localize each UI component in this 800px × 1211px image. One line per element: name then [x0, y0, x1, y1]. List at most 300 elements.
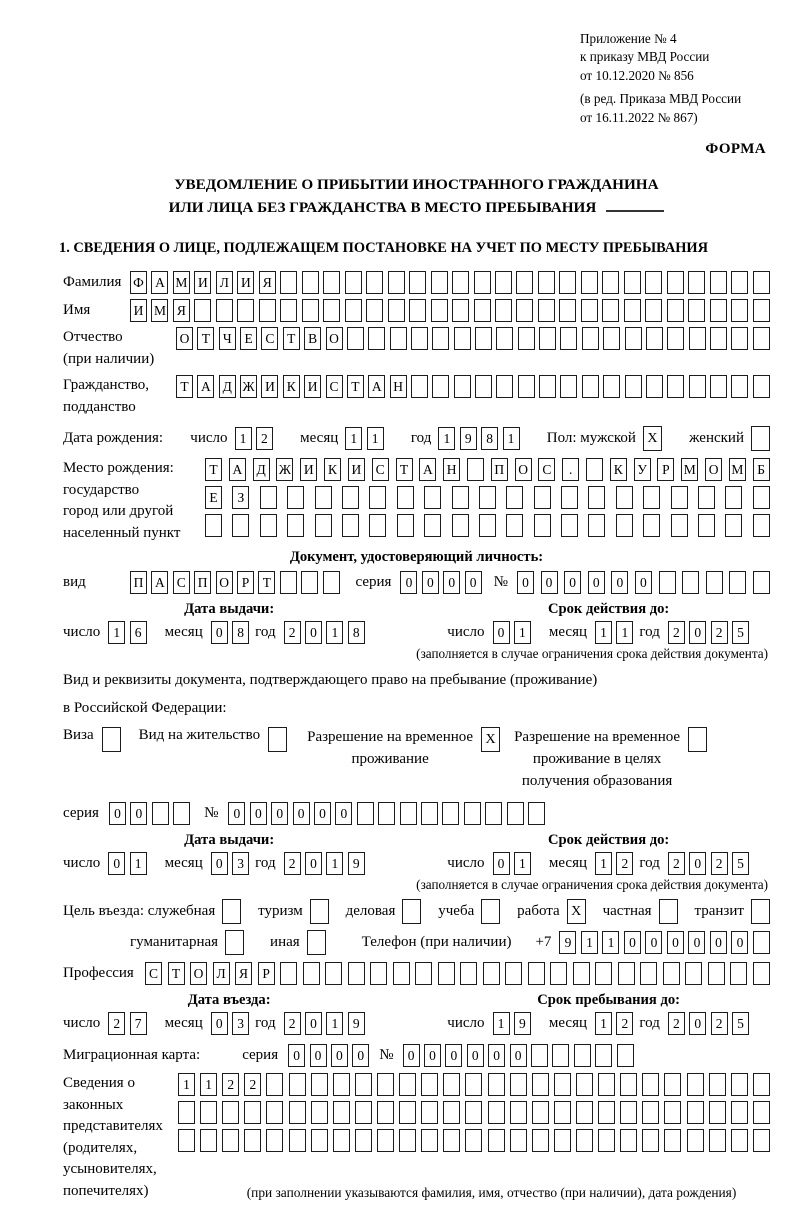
char-box[interactable]	[464, 802, 481, 825]
char-box[interactable]	[671, 486, 688, 509]
char-box[interactable]	[687, 1129, 704, 1152]
char-box[interactable]: В	[304, 327, 321, 350]
char-box[interactable]: 2	[711, 1012, 728, 1035]
char-box[interactable]	[554, 1073, 571, 1096]
char-box[interactable]	[474, 271, 491, 294]
char-box[interactable]	[232, 514, 249, 537]
char-box[interactable]: М	[173, 271, 190, 294]
char-box[interactable]	[479, 514, 496, 537]
char-box[interactable]	[333, 1129, 350, 1152]
char-box[interactable]	[539, 375, 556, 398]
char-box[interactable]: 0	[510, 1044, 527, 1067]
char-box[interactable]	[646, 327, 663, 350]
char-box[interactable]	[730, 962, 747, 985]
char-box[interactable]: 2	[668, 852, 685, 875]
char-box[interactable]: Ж	[240, 375, 257, 398]
char-box[interactable]: 0	[352, 1044, 369, 1067]
char-box[interactable]	[659, 571, 676, 594]
char-box[interactable]	[687, 1073, 704, 1096]
char-box[interactable]	[688, 271, 705, 294]
char-box[interactable]: 1	[514, 852, 531, 875]
char-box[interactable]: 1	[130, 852, 147, 875]
char-box[interactable]	[483, 962, 500, 985]
char-box[interactable]	[664, 1073, 681, 1096]
char-box[interactable]	[729, 571, 746, 594]
char-box[interactable]: С	[261, 327, 278, 350]
char-box[interactable]: С	[173, 571, 190, 594]
char-box[interactable]	[710, 271, 727, 294]
char-box[interactable]	[411, 375, 428, 398]
char-box[interactable]	[642, 1101, 659, 1124]
char-box[interactable]	[452, 486, 469, 509]
char-box[interactable]	[481, 899, 500, 924]
char-box[interactable]: 0	[689, 852, 706, 875]
char-box[interactable]	[603, 375, 620, 398]
char-box[interactable]	[559, 299, 576, 322]
char-box[interactable]: 0	[465, 571, 482, 594]
char-box[interactable]	[598, 1073, 615, 1096]
char-box[interactable]	[643, 486, 660, 509]
char-box[interactable]: П	[194, 571, 211, 594]
char-box[interactable]	[581, 271, 598, 294]
char-box[interactable]	[561, 514, 578, 537]
char-box[interactable]	[510, 1129, 527, 1152]
char-box[interactable]	[753, 1129, 770, 1152]
char-box[interactable]	[731, 375, 748, 398]
char-box[interactable]: 9	[348, 852, 365, 875]
char-box[interactable]: С	[538, 458, 555, 481]
char-box[interactable]	[602, 271, 619, 294]
char-box[interactable]: 5	[732, 621, 749, 644]
char-box[interactable]: М	[151, 299, 168, 322]
char-box[interactable]	[645, 271, 662, 294]
char-box[interactable]: 0	[211, 1012, 228, 1035]
char-box[interactable]	[617, 1044, 634, 1067]
char-box[interactable]	[268, 727, 287, 752]
char-box[interactable]	[598, 1101, 615, 1124]
char-box[interactable]: 1	[178, 1073, 195, 1096]
char-box[interactable]	[625, 327, 642, 350]
char-box[interactable]	[552, 1044, 569, 1067]
char-box[interactable]	[685, 962, 702, 985]
char-box[interactable]: 0	[305, 621, 322, 644]
char-box[interactable]	[102, 727, 121, 752]
char-box[interactable]	[518, 327, 535, 350]
char-box[interactable]	[409, 271, 426, 294]
char-box[interactable]: С	[326, 375, 343, 398]
char-box[interactable]: 1	[595, 621, 612, 644]
char-box[interactable]	[366, 299, 383, 322]
char-box[interactable]	[620, 1073, 637, 1096]
char-box[interactable]	[287, 486, 304, 509]
char-box[interactable]	[152, 802, 169, 825]
char-box[interactable]: 2	[711, 621, 728, 644]
char-box[interactable]	[689, 327, 706, 350]
char-box[interactable]	[731, 1073, 748, 1096]
char-box[interactable]	[725, 486, 742, 509]
char-box[interactable]	[510, 1073, 527, 1096]
char-box[interactable]	[709, 1101, 726, 1124]
char-box[interactable]: Т	[205, 458, 222, 481]
char-box[interactable]	[325, 962, 342, 985]
char-box[interactable]: 0	[400, 571, 417, 594]
char-box[interactable]	[534, 514, 551, 537]
char-box[interactable]: 0	[211, 621, 228, 644]
char-box[interactable]: 1	[503, 427, 520, 450]
char-box[interactable]: О	[515, 458, 532, 481]
char-box[interactable]: 0	[689, 1012, 706, 1035]
char-box[interactable]: 2	[668, 621, 685, 644]
char-box[interactable]	[390, 327, 407, 350]
char-box[interactable]	[751, 899, 770, 924]
char-box[interactable]: 0	[564, 571, 581, 594]
char-box[interactable]: 0	[293, 802, 310, 825]
char-box[interactable]	[397, 486, 414, 509]
char-box[interactable]: 3	[232, 1012, 249, 1035]
char-box[interactable]: 1	[581, 931, 598, 954]
char-box[interactable]	[625, 375, 642, 398]
char-box[interactable]: К	[283, 375, 300, 398]
char-box[interactable]: 0	[109, 802, 126, 825]
char-box[interactable]: Т	[396, 458, 413, 481]
char-box[interactable]: Е	[205, 486, 222, 509]
char-box[interactable]	[753, 299, 770, 322]
char-box[interactable]: 1	[200, 1073, 217, 1096]
char-box[interactable]	[753, 962, 770, 985]
char-box[interactable]	[323, 299, 340, 322]
char-box[interactable]	[216, 299, 233, 322]
char-box[interactable]	[409, 299, 426, 322]
char-box[interactable]: 0	[314, 802, 331, 825]
char-box[interactable]: 1	[514, 621, 531, 644]
char-box[interactable]: М	[729, 458, 746, 481]
char-box[interactable]	[496, 375, 513, 398]
char-box[interactable]: 0	[310, 1044, 327, 1067]
char-box[interactable]	[554, 1129, 571, 1152]
char-box[interactable]: Т	[176, 375, 193, 398]
char-box[interactable]	[560, 327, 577, 350]
char-box[interactable]	[345, 299, 362, 322]
char-box[interactable]	[467, 458, 484, 481]
char-box[interactable]	[369, 486, 386, 509]
char-box[interactable]	[465, 1101, 482, 1124]
char-box[interactable]: А	[151, 571, 168, 594]
char-box[interactable]	[280, 571, 297, 594]
char-box[interactable]	[528, 962, 545, 985]
char-box[interactable]	[518, 375, 535, 398]
char-box[interactable]	[753, 1101, 770, 1124]
char-box[interactable]: И	[130, 299, 147, 322]
char-box[interactable]: 0	[645, 931, 662, 954]
char-box[interactable]: 0	[288, 1044, 305, 1067]
char-box[interactable]	[311, 1129, 328, 1152]
char-box[interactable]	[560, 375, 577, 398]
char-box[interactable]: У	[634, 458, 651, 481]
char-box[interactable]	[421, 1129, 438, 1152]
char-box[interactable]: И	[300, 458, 317, 481]
char-box[interactable]	[708, 962, 725, 985]
char-box[interactable]	[495, 299, 512, 322]
char-box[interactable]	[646, 375, 663, 398]
char-box[interactable]	[266, 1101, 283, 1124]
char-box[interactable]: Т	[168, 962, 185, 985]
char-box[interactable]	[616, 514, 633, 537]
char-box[interactable]	[178, 1129, 195, 1152]
char-box[interactable]: 0	[424, 1044, 441, 1067]
char-box[interactable]: 1	[326, 852, 343, 875]
char-box[interactable]	[709, 1129, 726, 1152]
char-box[interactable]: 0	[667, 931, 684, 954]
char-box[interactable]	[559, 271, 576, 294]
char-box[interactable]: 2	[108, 1012, 125, 1035]
char-box[interactable]	[400, 802, 417, 825]
char-box[interactable]: 0	[331, 1044, 348, 1067]
char-box[interactable]: Р	[657, 458, 674, 481]
char-box[interactable]: Б	[753, 458, 770, 481]
char-box[interactable]	[688, 299, 705, 322]
char-box[interactable]	[347, 327, 364, 350]
char-box[interactable]	[173, 802, 190, 825]
char-box[interactable]: 1	[367, 427, 384, 450]
char-box[interactable]	[366, 271, 383, 294]
char-box[interactable]: Я	[173, 299, 190, 322]
char-box[interactable]	[431, 271, 448, 294]
char-box[interactable]	[323, 571, 340, 594]
char-box[interactable]	[506, 514, 523, 537]
char-box[interactable]	[550, 962, 567, 985]
char-box[interactable]	[642, 1073, 659, 1096]
char-box[interactable]	[620, 1129, 637, 1152]
char-box[interactable]	[465, 1129, 482, 1152]
char-box[interactable]: 0	[108, 852, 125, 875]
char-box[interactable]	[475, 375, 492, 398]
char-box[interactable]: 1	[108, 621, 125, 644]
char-box[interactable]	[595, 962, 612, 985]
char-box[interactable]	[687, 1101, 704, 1124]
char-box[interactable]	[200, 1101, 217, 1124]
char-box[interactable]	[411, 327, 428, 350]
char-box[interactable]: 0	[271, 802, 288, 825]
char-box[interactable]	[222, 1129, 239, 1152]
char-box[interactable]	[488, 1073, 505, 1096]
char-box[interactable]: З	[232, 486, 249, 509]
char-box[interactable]: 1	[493, 1012, 510, 1035]
char-box[interactable]	[507, 802, 524, 825]
char-box[interactable]: 2	[668, 1012, 685, 1035]
char-box[interactable]	[538, 299, 555, 322]
char-box[interactable]	[582, 375, 599, 398]
char-box[interactable]	[310, 899, 329, 924]
char-box[interactable]	[532, 1073, 549, 1096]
char-box[interactable]: 0	[688, 931, 705, 954]
char-box[interactable]	[303, 962, 320, 985]
char-box[interactable]	[573, 962, 590, 985]
char-box[interactable]	[731, 327, 748, 350]
char-box[interactable]: 0	[403, 1044, 420, 1067]
char-box[interactable]	[443, 1073, 460, 1096]
char-box[interactable]: 0	[305, 852, 322, 875]
char-box[interactable]: И	[304, 375, 321, 398]
char-box[interactable]	[342, 486, 359, 509]
char-box[interactable]	[388, 299, 405, 322]
char-box[interactable]	[369, 514, 386, 537]
char-box[interactable]	[753, 271, 770, 294]
char-box[interactable]	[475, 327, 492, 350]
char-box[interactable]	[388, 271, 405, 294]
char-box[interactable]	[532, 1129, 549, 1152]
char-box[interactable]	[731, 1129, 748, 1152]
char-box[interactable]	[323, 271, 340, 294]
char-box[interactable]: 8	[481, 427, 498, 450]
char-box[interactable]: А	[229, 458, 246, 481]
char-box[interactable]	[315, 486, 332, 509]
char-box[interactable]	[667, 327, 684, 350]
char-box[interactable]	[222, 1101, 239, 1124]
char-box[interactable]	[378, 802, 395, 825]
char-box[interactable]	[205, 514, 222, 537]
char-box[interactable]	[452, 299, 469, 322]
char-box[interactable]	[539, 327, 556, 350]
char-box[interactable]	[266, 1073, 283, 1096]
char-box[interactable]: 9	[559, 931, 576, 954]
char-box[interactable]	[616, 486, 633, 509]
char-box[interactable]	[225, 930, 244, 955]
char-box[interactable]	[307, 930, 326, 955]
char-box[interactable]: О	[705, 458, 722, 481]
char-box[interactable]	[664, 1101, 681, 1124]
char-box[interactable]: О	[326, 327, 343, 350]
char-box[interactable]: 0	[517, 571, 534, 594]
char-box[interactable]	[178, 1101, 195, 1124]
char-box[interactable]: А	[197, 375, 214, 398]
char-box[interactable]: 3	[232, 852, 249, 875]
char-box[interactable]	[645, 299, 662, 322]
char-box[interactable]	[505, 962, 522, 985]
char-box[interactable]	[377, 1101, 394, 1124]
char-box[interactable]	[576, 1129, 593, 1152]
char-box[interactable]	[397, 514, 414, 537]
char-box[interactable]	[709, 1073, 726, 1096]
char-box[interactable]	[333, 1101, 350, 1124]
char-box[interactable]	[348, 962, 365, 985]
char-box[interactable]	[357, 802, 374, 825]
char-box[interactable]	[528, 802, 545, 825]
char-box[interactable]	[640, 962, 657, 985]
char-box[interactable]	[588, 514, 605, 537]
char-box[interactable]	[506, 486, 523, 509]
char-box[interactable]	[302, 299, 319, 322]
char-box[interactable]	[438, 962, 455, 985]
char-box[interactable]	[301, 571, 318, 594]
char-box[interactable]: 1	[595, 852, 612, 875]
char-box[interactable]	[432, 375, 449, 398]
char-box[interactable]: 0	[443, 571, 460, 594]
char-box[interactable]: Д	[253, 458, 270, 481]
char-box[interactable]	[399, 1073, 416, 1096]
char-box[interactable]: 2	[284, 621, 301, 644]
char-box[interactable]	[667, 299, 684, 322]
char-box[interactable]	[516, 299, 533, 322]
char-box[interactable]: К	[610, 458, 627, 481]
char-box[interactable]: П	[491, 458, 508, 481]
char-box[interactable]: 2	[711, 852, 728, 875]
char-box[interactable]	[465, 1073, 482, 1096]
char-box[interactable]	[454, 375, 471, 398]
char-box[interactable]: 0	[689, 621, 706, 644]
char-box[interactable]	[598, 1129, 615, 1152]
char-box[interactable]	[442, 802, 459, 825]
char-box[interactable]	[260, 514, 277, 537]
char-box[interactable]: 0	[130, 802, 147, 825]
char-box[interactable]: 1	[438, 427, 455, 450]
char-box[interactable]	[602, 299, 619, 322]
char-box[interactable]: Е	[240, 327, 257, 350]
char-box[interactable]: 0	[467, 1044, 484, 1067]
char-box[interactable]	[424, 486, 441, 509]
char-box[interactable]	[574, 1044, 591, 1067]
char-box[interactable]: 5	[732, 852, 749, 875]
char-box[interactable]	[538, 271, 555, 294]
char-box[interactable]	[731, 299, 748, 322]
char-box[interactable]: И	[237, 271, 254, 294]
char-box[interactable]: Т	[258, 571, 275, 594]
char-box[interactable]	[452, 271, 469, 294]
char-box[interactable]	[432, 327, 449, 350]
char-box[interactable]	[368, 327, 385, 350]
char-box[interactable]	[311, 1101, 328, 1124]
char-box[interactable]: 2	[222, 1073, 239, 1096]
char-box[interactable]: 0	[228, 802, 245, 825]
char-box[interactable]	[588, 486, 605, 509]
char-box[interactable]	[377, 1129, 394, 1152]
char-box[interactable]	[421, 802, 438, 825]
char-box[interactable]: 0	[422, 571, 439, 594]
char-box[interactable]	[415, 962, 432, 985]
char-box[interactable]	[443, 1129, 460, 1152]
char-box[interactable]: П	[130, 571, 147, 594]
char-box[interactable]	[586, 458, 603, 481]
char-box[interactable]: 0	[211, 852, 228, 875]
char-box[interactable]	[516, 271, 533, 294]
char-box[interactable]	[753, 486, 770, 509]
char-box[interactable]	[603, 327, 620, 350]
char-box[interactable]: О	[190, 962, 207, 985]
char-box[interactable]	[753, 375, 770, 398]
char-box[interactable]	[280, 299, 297, 322]
char-box[interactable]: 0	[493, 621, 510, 644]
char-box[interactable]	[753, 327, 770, 350]
char-box[interactable]	[342, 514, 359, 537]
char-box[interactable]: 0	[445, 1044, 462, 1067]
char-box[interactable]: .	[562, 458, 579, 481]
char-box[interactable]	[496, 327, 513, 350]
char-box[interactable]	[452, 514, 469, 537]
char-box[interactable]	[624, 271, 641, 294]
char-box[interactable]	[260, 486, 277, 509]
char-box[interactable]: Ж	[276, 458, 293, 481]
char-box[interactable]	[667, 375, 684, 398]
char-box[interactable]	[488, 1129, 505, 1152]
char-box[interactable]: Л	[213, 962, 230, 985]
char-box[interactable]: 0	[250, 802, 267, 825]
char-box[interactable]: 0	[305, 1012, 322, 1035]
char-box[interactable]	[237, 299, 254, 322]
char-box[interactable]	[479, 486, 496, 509]
char-box[interactable]	[402, 899, 421, 924]
char-box[interactable]: 1	[602, 931, 619, 954]
char-box[interactable]	[698, 514, 715, 537]
char-box[interactable]	[289, 1073, 306, 1096]
